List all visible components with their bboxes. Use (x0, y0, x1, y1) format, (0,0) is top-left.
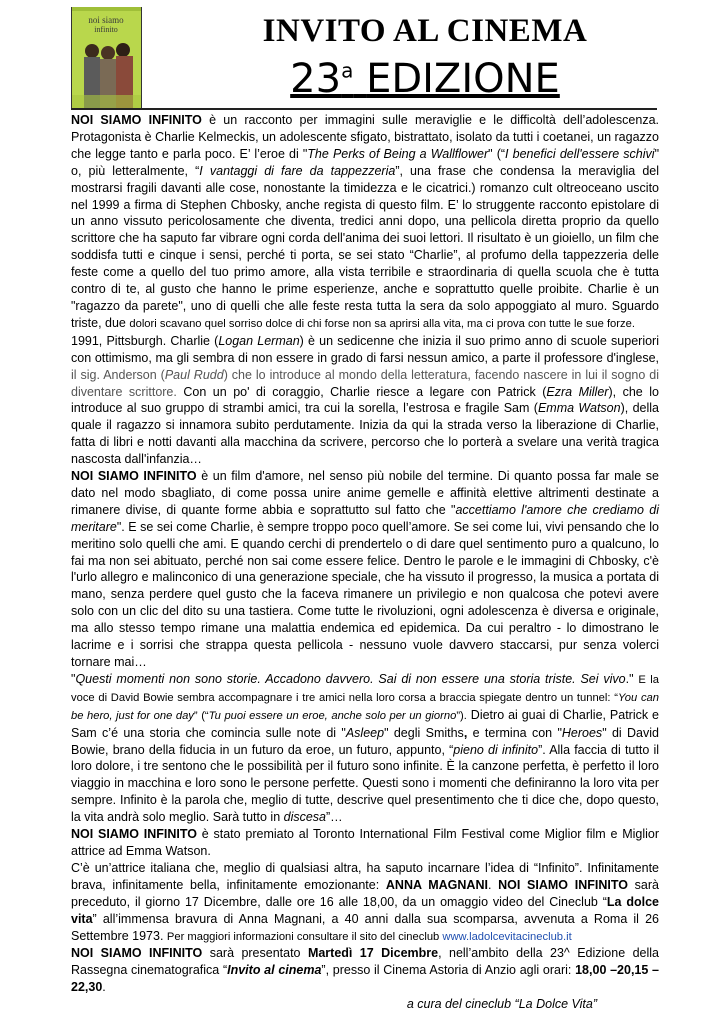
paragraph-magnani (71, 860, 659, 946)
text-bold-italic: Invito al cinema (227, 963, 322, 978)
text-span: e termina con " (467, 725, 562, 740)
text-italic: accettiamo l'amore che crediamo di meritare (71, 502, 659, 534)
paragraph-award (71, 826, 659, 860)
text-span: " (“ (488, 146, 506, 161)
movie-poster (71, 7, 142, 110)
text-span: . (487, 877, 499, 892)
text-italic: discesa (283, 810, 327, 825)
paragraph-plot (71, 333, 659, 468)
text-italic: I vantaggi di fare da tappezzeria (199, 163, 396, 178)
text-span: ”. Alla faccia di tutto il loro dolore, i tre sentono che le possibilità per il futuro sono infinite. È la canzone perfetta, è perfetto il loro viaggio in macchina e loro sono le persone perfette. Questi sono i momenti che definiranno la loro vita per sempre. Infinito è la parola che, meglio di tutte, descrive quel presentimento che ti dice che, dopo questo, la vita andrà solo meglio. Sarà tutto in (71, 742, 659, 825)
text-span: ” all’immensa bravura di Anna Magnani, a 40 anni dalla sua scomparsa, avvenuta a Roma il 26 Settembre 1973. (71, 911, 659, 943)
text-italic: The Perks of Being a Wallflower (307, 146, 489, 161)
edition-superscript: a (341, 58, 354, 83)
text-span: è un film d'amore, nel senso più nobile del termine. Di quanto possa far male se dato nel modo sbagliato, di come possa unire anime gemelle e affinità elettive altrimenti destinate a rimanere divise, di quante forme abbia e soprattutto sul fatto che " (71, 469, 659, 517)
paragraph-love (71, 468, 659, 671)
text-span: , nell’ambito della 23^ Edizione della Rassegna cinematografica “ (71, 946, 659, 978)
text-span: " (71, 671, 76, 686)
text-span: ”, presso il Cinema Astoria di Anzio agli orari: (321, 963, 576, 978)
film-title: NOI SIAMO INFINITO (71, 113, 202, 127)
text-bold: ANNA MAGNANI (385, 877, 488, 892)
text-span: ), della quale il ragazzo si innamora subito perdutamente. Inizia da qui la strada verso la liberazione di Charlie, fatta di libri e notti davanti alla macchina da scrivere, percorso che lo porterà a svelare una verità tragica nascosta dall'infanzia… (71, 401, 659, 467)
screening-date: Martedì 17 Dicembre (307, 946, 439, 961)
film-title: NOI SIAMO INFINITO (498, 877, 628, 892)
text-span: ". E se sei come Charlie, è sempre troppo poco quell’amore. Se sei come lui, vivi pensando che lo meritino solo quelli che ami. E quando cerchi di prendertelo o di dare quel sentimento puro a qualcuno, lo fai ma non sei abituato, perché non sai come essere felice. Dentro le parole e le immagini di Chbosky, c'è l'urlo allegro e malinconico di una generazione speciale, che ha vissuto il progresso, la musica a portata di mano, senza perdere quel gusto che la faceva rimanere un privilegio e non qualcosa che potevi avere solo con un clic del dito su una tastiera. Come tutte le rivoluzioni, ogni adolescenza è diversa e originale, ma allo stesso tempo rimane una malattia endemica ed epidemica. Da cui peraltro - lo dimostrano le lacrime e i sorrisi che strappa questa pellicola - nessuno vuole davvero staccarsi, pur senza volerci tornare mai… (71, 519, 659, 669)
text-span-small: ” (“ (193, 709, 209, 722)
text-span: ”… (326, 810, 343, 825)
text-span-small: E la voce di David Bowie sembra accompagnare i tre amici nella loro corsa a braccia spiegate dentro un tunnel: “ (71, 673, 659, 704)
text-span: Dietro ai guai di Charlie, Patrick e Sam c’é una storia che comincia sulle note di " (71, 707, 659, 740)
text-span-small: dolori scavano quel sorriso dolce di chi forse non sa aprirsi alla vita, ma ci prova con tutte le sue forze. (129, 317, 635, 330)
article-body (71, 112, 659, 1013)
text-span: ) è un sedicenne che inizia il suo primo anno di scuole superiori con ottimismo, ma gli sembra di non essere in grado di farsi nessun amico, a parte il professore d'inglese, (71, 333, 659, 365)
text-span: " degli Smiths (384, 725, 464, 740)
film-title: NOI SIAMO INFINITO (71, 946, 203, 961)
text-italic: Heroes (561, 725, 603, 740)
poster-title-bottom: infinito (94, 25, 118, 34)
text-italic: Questi momenti non sono storie. Accadono davvero. Sai di non essere una storia triste. Sei vivo (75, 671, 626, 686)
text-span-gray: ) che lo introduce al mondo della letteratura, facendo nascere in lui il sogno di diventare scrittore. (71, 367, 660, 399)
text-span: 1991, Pittsburgh. Charlie ( (71, 333, 219, 348)
text-italic: Emma Watson (537, 401, 621, 416)
text-span-small: ”). (456, 709, 467, 722)
edition-word: EDIZIONE (366, 56, 560, 102)
paragraph-bowie (71, 671, 659, 826)
text-span: C’è un’attrice italiana che, meglio di qualsiasi altra, ha saputo incarnare l’idea di “Infinito”. Infinitamente brava, infinitamente bella, infinitamente emozionante: (71, 860, 659, 892)
text-italic-small: You can be hero, just for one day (71, 691, 659, 722)
website-link[interactable]: www.ladolcevitacineclub.it (442, 930, 572, 943)
text-span: . (102, 980, 106, 995)
text-italic: I benefici dell'essere schivi (505, 146, 655, 161)
signature: a cura del cineclub “La Dolce Vita” (406, 997, 597, 1012)
paragraph-intro (71, 112, 659, 333)
text-bold: La dolce vita (71, 894, 659, 926)
text-span: ." (625, 671, 639, 686)
text-italic: Ezra Miller (546, 384, 609, 399)
text-italic: Logan Lerman (218, 333, 300, 348)
header-rule (71, 108, 657, 110)
paragraph-schedule (71, 945, 659, 996)
film-title: NOI SIAMO INFINITO (71, 469, 197, 484)
text-italic: pieno di infinito (453, 742, 539, 757)
text-span: sarà preceduto, il giorno 17 Dicembre, dalle ore 16 alle 18,00, da un omaggio video del Cineclub “ (71, 877, 659, 909)
text-italic-gray: Paul Rudd (164, 367, 224, 382)
film-title: NOI SIAMO INFINITO (71, 827, 197, 842)
text-span-small: Per maggiori informazioni consultare il sito del cineclub (166, 930, 443, 943)
text-bold: , (463, 725, 468, 740)
text-span: " di David Bowie, brano della fiducia in un futuro da eroe, un futuro, appunto, “ (71, 725, 659, 757)
text-span-gray: il sig. Anderson ( (71, 367, 165, 382)
text-span: Con un po' di coraggio, Charlie riesce a legare con Patrick ( (176, 384, 547, 399)
poster-title-top: noi siamo (88, 15, 124, 25)
text-italic-small: Tu puoi essere un eroe, anche solo per un giorno (208, 709, 457, 722)
text-span: sarà presentato (202, 946, 308, 961)
edition-number: 23 (290, 56, 342, 102)
text-span: ), che lo introduce al suo gruppo di strambi amici, tra cui la sorella, l’estrosa e fragile Sam ( (71, 384, 659, 416)
page-title: INVITO AL CINEMA (262, 13, 588, 49)
text-span: è un racconto per immagini sulle meraviglie e le difficoltà dell’adolescenza. Protagonista è Charlie Kelmeckis, un adolescente sfigato, bistrattato, isolato da tutti i coetanei, un ragazzo che legge tanto e parla poco. E’ l’eroe di " (71, 113, 659, 161)
text-span: è stato premiato al Toronto International Film Festival come Miglior film e Miglior attrice ad Emma Watson. (71, 827, 660, 858)
screening-times: 18,00 –20,15 – 22,30 (71, 963, 660, 995)
edition-title (230, 55, 620, 103)
poster-image (72, 7, 141, 110)
text-span: " o, più letteralmente, “ (71, 146, 659, 178)
text-span: ”, una frase che condensa la meraviglia del mostrarsi fragili davanti alle cose, nonostante la timidezza e le cicatrici.) romanzo cult oltreoceano uscito nel 1999 a firma di Stephen Chbosky, anche regista di questo film. E’ lo struggente racconto epistolare di un anno vissuto pericolosamente che diventa, tredici anni dopo, una pellicola diretta proprio da quello scrittore che ha saputo far vibrare ogni corda dell'anima dei suoi lettori. Il risultato è un gioiello, un film che soddisfa tutti e cinque i sensi, perché ti porta, se sei stato “Charlie”, al profumo della tappezzeria delle feste come a quello del tuo primo amore, alla vista terribile e straordinaria di quella scuola che è tutta contro di te, al gusto che hanno le prime esperienze, anche e soprattutto quelle proibite. Charlie è un "ragazzo da parete", uno di quelli che alle feste resta tutta la sera da solo appoggiato al muro. Sguardo triste, due (71, 163, 659, 330)
text-italic: Asleep (345, 725, 385, 740)
